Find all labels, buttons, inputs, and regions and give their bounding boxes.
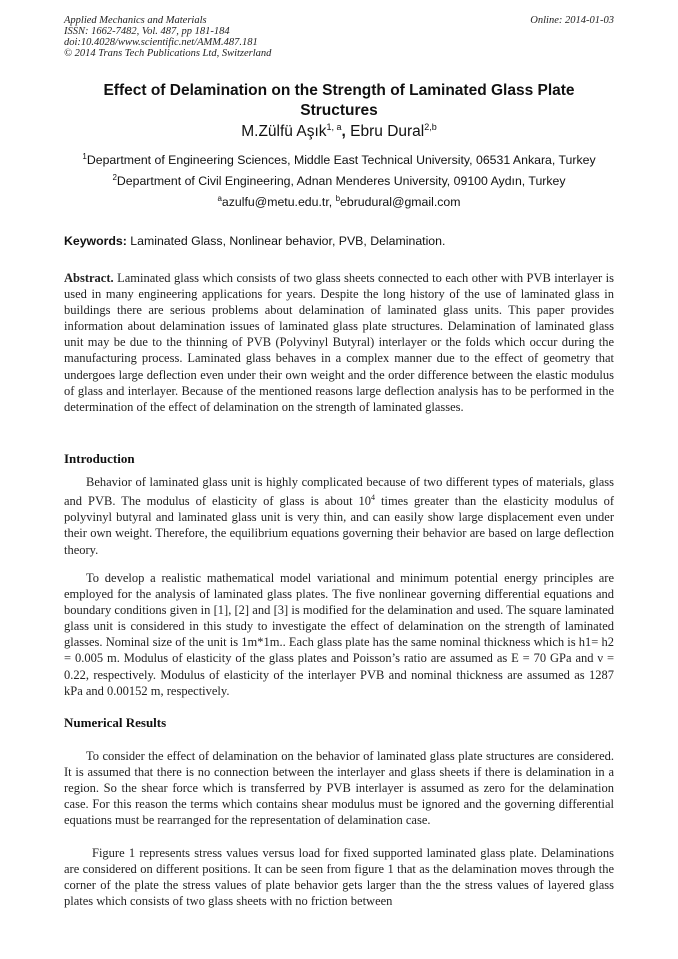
keywords-label: Keywords:	[64, 234, 127, 248]
keywords-text: Laminated Glass, Nonlinear behavior, PVB, Delamination.	[126, 234, 446, 248]
author-2-sup: 2,b	[424, 122, 437, 132]
online-date: Online: 2014-01-03	[530, 15, 614, 26]
keywords	[64, 234, 445, 248]
abstract-text: Laminated glass which consists of two glass sheets connected to each other with PVB interlayer is used in many engineering applications for years. Despite the long history of the use of laminated glass in buildings there are serious problems about delamination of laminated glass units. This paper provides information about delamination issues of laminated glass plate structures. Delamination of laminated glass unit may be due to the thinning of PVB (Polyvinyl Butyral) interlayer or the folds which occur during the manufacturing process. Laminated glass behaves in a complex manner due to the effect of geometry that undergoes large deflection even under their own weight and the order difference between the elastic modulus of glass and interlayer. Because of the mentioned reasons large deflection analysis has to be performed in the determination of the effect of delamination on the strength of laminated glasses.	[64, 271, 614, 414]
affiliation-1	[64, 152, 614, 167]
numerical-p2-text: Figure 1 represents stress values versus load for fixed supported laminated glass plate. Delaminations are considered on different positions. It can be seen from figure 1 that as the delamination moves through the corner of the plate the stress values of plate behavior gets larger than the the stress values of layered glass plates which consists of two glass sheets with no friction between	[64, 846, 614, 909]
introduction-paragraph-1	[64, 474, 614, 558]
affiliation-2	[64, 173, 614, 188]
affiliation-2-text: Department of Civil Engineering, Adnan Menderes University, 09100 Aydın, Turkey	[116, 174, 566, 189]
author-1: M.Zülfü Aşık	[241, 123, 327, 141]
author-separator: ,	[341, 123, 351, 141]
introduction-heading: Introduction	[64, 451, 135, 466]
numerical-p1-text: To consider the effect of delamination on the behavior of laminated glass plate structures are considered. It is assumed that there is no connection between the interlayer and glass sheets if there is delamination in a region. So the shear force which is transferred by PVB interlayer is assumed as zero for the delamination case. For this reason the terms which contains shear modulus must be ignored and the governing differential equations must be rearranged for the representation of delamination case.	[64, 749, 614, 828]
author-line	[64, 122, 614, 141]
intro-p1-a: Behavior of laminated glass unit is highly complicated because of two different types of materials, glass and PVB. The modulus of elasticity of glass is about 10	[64, 475, 614, 509]
abstract-label: Abstract.	[64, 271, 114, 285]
author-1-sup: 1, a	[326, 122, 342, 132]
intro-p2-text: To develop a realistic mathematical model variational and minimum potential energy principles are employed for the analysis of laminated glass plates. The five nonlinear governing differential equations and boundary conditions given in [1], [2] and [3] is modified for the delamination and used. The square laminated glass unit is considered in this study to investigate the effect of delamination on the strength of laminated glasses. Nominal size of the unit is 1m*1m.. Each glass plate has the same nominal thickness which is h1= h2 = 0.005 m. Modulus of elasticity of the glass plates and Poisson’s ratio are assumed as E = 70 GPa and ν = 0.22, respectively. Modulus of elasticity of the interlayer PVB and nominal thickness are assumed as 1287 kPa and 0.00152 m, respectively.	[64, 571, 614, 698]
email-b-sup: b	[335, 194, 341, 203]
issn-line: ISSN: 1662-7482, Vol. 487, pp 181-184	[64, 26, 230, 37]
abstract	[64, 270, 614, 415]
numerical-results-heading: Numerical Results	[64, 715, 167, 730]
journal-name: Applied Mechanics and Materials	[64, 15, 207, 26]
affiliation-1-sup: 1	[82, 152, 87, 161]
doi-line[interactable]: doi:10.4028/www.scientific.net/AMM.487.181	[64, 37, 258, 48]
email-a[interactable]: azulfu@metu.edu.tr,	[221, 195, 336, 210]
numerical-paragraph-2	[64, 845, 614, 909]
introduction-paragraph-2	[64, 570, 614, 699]
numerical-paragraph-1	[64, 748, 614, 828]
paper-title: Effect of Delamination on the Strength of Laminated Glass Plate Structures	[103, 82, 575, 119]
copyright-line: © 2014 Trans Tech Publications Ltd, Switzerland	[64, 48, 272, 59]
author-2: Ebru Dural	[350, 123, 425, 141]
email-line	[64, 194, 614, 209]
affiliation-1-text: Department of Engineering Sciences, Middle East Technical University, 06531 Ankara, Turkey	[86, 153, 596, 168]
email-a-sup: a	[217, 194, 222, 203]
journal-header	[64, 15, 271, 59]
email-b[interactable]: ebrudural@gmail.com	[340, 195, 461, 210]
intro-p1-sup: 4	[371, 493, 376, 503]
affiliation-2-sup: 2	[112, 173, 117, 182]
intro-p1-b: times greater than the elasticity modulus of polyvinyl butyral and laminated glass unit is very thin, and can easily show large displacement even under their own weight. Therefore, the equilibrium equations governing their behavior are based on large deflection theory.	[64, 494, 614, 557]
